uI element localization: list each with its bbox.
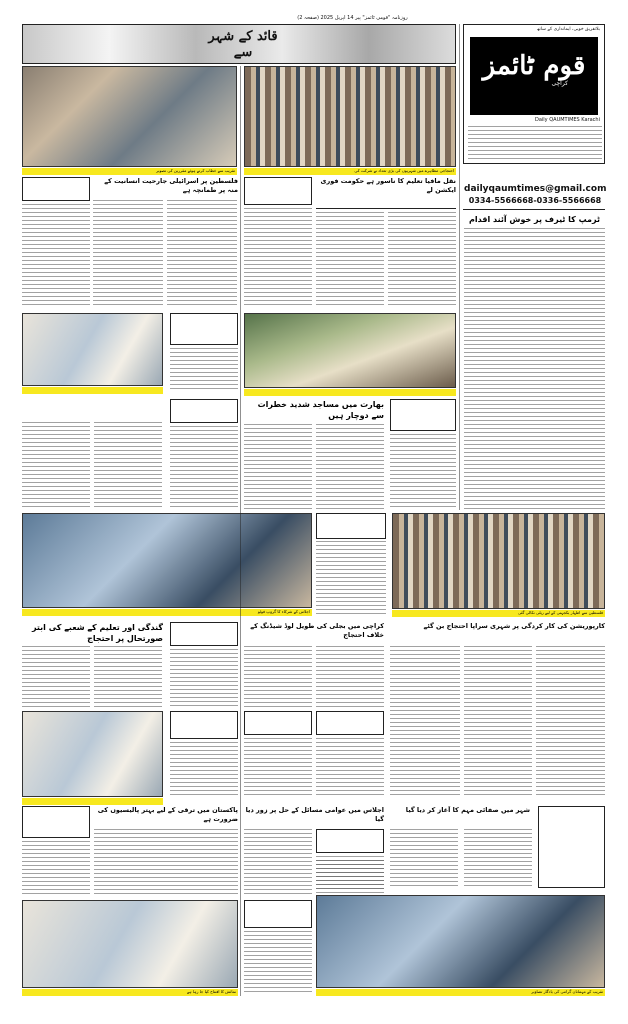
text-article-5 — [170, 348, 238, 392]
headline-article-8: اجلاس میں عوامی مسائل کے حل پر زور دیا گیا — [245, 806, 384, 823]
article-box-21 — [316, 829, 384, 853]
article-box-7 — [170, 399, 238, 423]
editorial-text — [464, 228, 605, 510]
article-box-10 — [316, 513, 386, 539]
edition-line: روزنامہ "قومی ٹائمز" پیر 14 اپریل 2025 (صفحہ 2) — [297, 15, 408, 21]
text-article-22a — [390, 829, 458, 889]
article-box-17 — [316, 711, 384, 735]
headline-article-9: شہر میں صفائی مہم کا آغاز کر دیا گیا — [405, 806, 530, 814]
text-article-14c — [536, 646, 605, 796]
text-article-7 — [170, 426, 238, 510]
photo-protest — [244, 66, 456, 167]
column-rule — [459, 24, 460, 510]
masthead-city: کراچی — [551, 80, 568, 87]
masthead — [463, 24, 605, 164]
text-article-15 — [170, 742, 238, 798]
caption-exhibition: نمائش کا افتتاح کیا جا رہا ہے — [22, 989, 238, 996]
article-box-16 — [244, 711, 312, 735]
article-box-3 — [244, 177, 312, 205]
article-box-24 — [244, 900, 312, 928]
headline-article-7: پاکستان میں ترقی کے لیے بہتر پالیسیوں کی ضرورت ہے — [97, 806, 238, 823]
text-article-24 — [244, 931, 312, 995]
photo-collage — [316, 895, 605, 988]
contact-phones: 0334-5566668-0336-5566668 — [468, 196, 602, 205]
text-article-10 — [316, 541, 386, 616]
text-article-2b — [167, 200, 237, 308]
caption-meeting-small — [22, 387, 163, 394]
text-article-19 — [94, 829, 238, 897]
text-article-22b — [464, 829, 532, 889]
masthead-logo: قوم ٹائمز — [482, 51, 586, 81]
caption-palestine-rally: فلسطین سے اظہار یکجہتی کے لیے ریلی نکالی گئی — [392, 610, 605, 617]
masthead-rule — [463, 209, 605, 210]
text-article-1 — [22, 204, 90, 308]
text-article-13a — [244, 646, 312, 708]
banner-title: قائد کے شہر سے — [208, 29, 278, 60]
caption-protest: احتجاجی مظاہرے میں شہریوں کی بڑی تعداد نے شرکت کی — [244, 168, 456, 175]
headline-article-6 — [22, 399, 163, 419]
text-article-11a — [22, 646, 90, 708]
text-article-6b — [94, 422, 162, 510]
headline-article-6-main: کارپوریشن کی کار کردگی پر شہری سراپا احتجاج بن گئے — [423, 622, 605, 630]
headline-article-2: فلسطین پر اسرائیلی جارحیت انسانیت کے منہ پر طمانچہ ہے — [104, 177, 238, 194]
headline-article-1 — [24, 179, 88, 199]
headline-article-5: گندگی اور تعلیم کے شعبے کی ابتر صورتحال پر احتجاج — [31, 623, 163, 643]
text-article-18 — [22, 841, 90, 897]
photo-meeting-small — [22, 313, 163, 386]
masthead-info — [468, 126, 602, 162]
editorial-title: ٹرمپ کا ٹیرف پر خوش آئند اقدام — [469, 215, 600, 224]
text-article-14b — [464, 646, 532, 796]
text-article-8a — [244, 424, 312, 510]
article-box-5 — [170, 313, 238, 345]
caption-collage: تقریب کے مہمانان گرامی کی یادگار تصاویر — [316, 989, 605, 996]
article-box-9 — [390, 399, 456, 431]
caption-group: اجلاس کے شرکاء کا گروپ فوٹو — [22, 609, 312, 616]
text-article-4a — [316, 212, 384, 308]
headline-article-3: بھارت میں مساجد شدید خطرات سے دوچار ہیں — [257, 400, 384, 420]
photo-event-1 — [22, 711, 163, 797]
text-article-8b — [316, 424, 384, 510]
caption-speakers: تقریب سے خطاب کرتے ہوئے مقررین کی تصویر — [22, 168, 237, 175]
photo-speakers — [22, 66, 237, 167]
text-article-13b — [316, 646, 384, 708]
text-article-9 — [390, 434, 456, 510]
masthead-tagline: بلاتفریق خوبی، ایمانداری کے ساتھ — [536, 27, 600, 32]
article-box-15 — [170, 711, 238, 739]
article-box-18 — [22, 806, 90, 838]
text-article-20 — [244, 829, 312, 897]
banner-strip — [22, 24, 456, 64]
column-rule — [240, 66, 241, 996]
logo-box — [470, 37, 598, 115]
text-article-4b — [388, 212, 456, 308]
photo-palestine-rally — [392, 513, 605, 609]
text-article-6a — [22, 422, 90, 510]
contact-email[interactable]: dailyqaumtimes@gmail.com — [464, 184, 607, 194]
caption-event-1 — [22, 798, 163, 805]
caption-gathering — [244, 389, 456, 396]
text-article-25 — [316, 860, 384, 890]
text-article-14a — [390, 646, 460, 796]
article-box-23 — [538, 806, 605, 888]
masthead-english-name: Daily QAUMTIMES Karachi — [534, 117, 600, 123]
text-article-2a — [93, 200, 163, 308]
photo-exhibition — [22, 900, 238, 988]
article-box-12 — [170, 622, 238, 646]
text-article-17 — [316, 738, 384, 798]
text-article-16 — [244, 738, 312, 798]
text-article-12 — [170, 649, 238, 707]
photo-group — [22, 513, 312, 608]
headline-article-4: کراچی میں بجلی کی طویل لوڈ شیڈنگ کے خلاف احتجاج — [250, 622, 384, 639]
photo-gathering — [244, 313, 456, 388]
headline-article-1-main: نقل مافیا تعلیم کا ناسور ہے حکومت فوری ایکشن لے — [316, 177, 456, 209]
text-article-11b — [94, 646, 162, 708]
text-article-3 — [244, 208, 312, 308]
